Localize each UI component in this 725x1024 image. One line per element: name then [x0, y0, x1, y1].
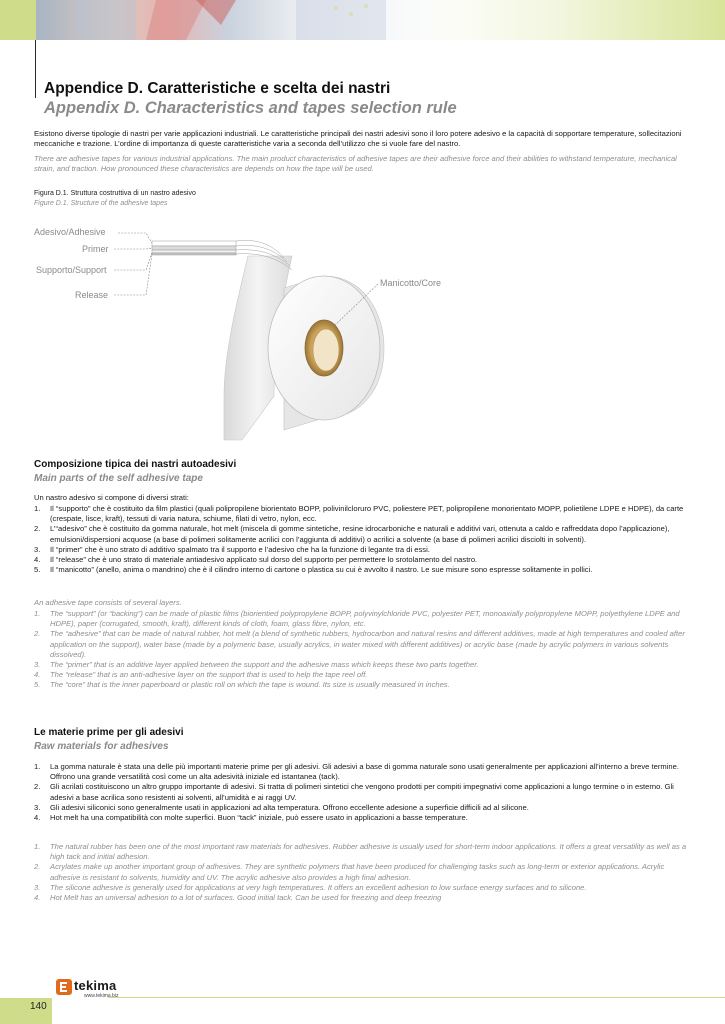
logo-mark-icon: [56, 979, 72, 995]
list-item-number: 2.: [34, 862, 41, 872]
list-item-text: Il “supporto” che è costituito da film plastici (quali polipropilene biorientato BOPP, polivinilcloruro PVC, poliestere PET, polipropilene monorientato MOPP, polietilene LDPE e HDPE), da carte (crespate, lisce, kraft), tessuti di varia natura, schiume, filati di vetro, nylon, ecc.: [50, 504, 684, 524]
list-item-text: L’“adesivo” che è costituito da gomma naturale, hot melt (miscela di gomme sintetiche, resine idrocarboniche e naturali e additivi vari, ottenuta a caldo e raffreddata dopo l’applicazione), emulsioni/dispersioni acquose (a base di polimeri solitamente acrilici con l’aggiunta di additivi) o acrilici a solvente (a base di polimeri acrilici disciolti in solventi).: [50, 524, 670, 544]
list-item-number: 4.: [34, 555, 41, 565]
list-item-text: The “core” that is the inner paperboard or plastic roll on which the tape is wound. Its size is usually measured in inches.: [50, 680, 450, 690]
list-item: [34, 680, 696, 690]
list-item-text: Il “primer” che è uno strato di additivo spalmato tra il supporto e l’adesivo che ha la funzione di legante tra di essi.: [50, 544, 430, 554]
list-item: [34, 555, 696, 565]
flags-illustration: [36, 0, 466, 40]
section2-list-english: [34, 842, 696, 903]
list-item-text: The “primer” that is an additive layer applied between the support and the adhesive mass which keeps these two parts together.: [50, 660, 479, 670]
list-item-number: 4.: [34, 893, 41, 903]
list-item-number: 2.: [34, 629, 41, 639]
figure-caption-english: Figure D.1. Structure of the adhesive tapes: [34, 200, 168, 207]
list-item-number: 3.: [34, 544, 41, 554]
list-item-text: The “release” that is an anti-adhesive layer on the support that is used to help the tape reel off.: [50, 670, 368, 680]
tape-layers: [152, 241, 236, 255]
list-item-number: 2.: [34, 524, 41, 534]
tekima-logo: [56, 978, 136, 1000]
list-item-text: La gomma naturale è stata una delle più importanti materie prime per gli adesivi. Gli adesivi a base di gomma naturale sono usati generalmente per applicazioni all’interno a breve termine. Offrono una grande versatilità così come un alta adesività iniziale ed istantanea (tack).: [50, 762, 679, 782]
list-item: [34, 524, 696, 544]
tape-structure-diagram: [34, 218, 474, 454]
list-item-number: 1.: [34, 504, 41, 513]
list-item-number: 1.: [34, 762, 41, 771]
label-release: Release: [75, 290, 109, 300]
banner-fade: [420, 0, 725, 40]
list-item-number: 3.: [34, 882, 41, 892]
list-item-number: 2.: [34, 782, 41, 792]
label-adhesive: Adesivo/Adhesive: [34, 227, 106, 237]
list-item-text: The natural rubber has been one of the most important raw materials for adhesives. Rubber adhesive is usually used for short-term indoor applications. It offers a great versatility as well as a high tack and initial adhesion.: [50, 842, 687, 862]
list-item-number: 1.: [34, 842, 41, 851]
list-item: [34, 782, 696, 802]
list-item-number: 3.: [34, 802, 41, 812]
list-item: [34, 670, 696, 680]
list-item-number: 4.: [34, 670, 41, 680]
label-primer: Primer: [82, 244, 109, 254]
list-item: [34, 629, 696, 660]
primer-leader: [114, 248, 152, 249]
support-leader: [114, 252, 152, 270]
list-item: [34, 545, 696, 555]
list-item: [34, 504, 696, 524]
list-item: [34, 762, 696, 782]
list-item-number: 4.: [34, 813, 41, 823]
list-item-text: Il “release” che è uno strato di materiale antiadesivo applicato sul dorso del supporto per permettere lo srotolamento del nastro.: [50, 555, 478, 565]
section2-list-italian: [34, 762, 696, 823]
section1-list-italian: [34, 504, 696, 575]
section1-intro-italian: Un nastro adesivo si compone di diversi strati:: [34, 493, 189, 502]
release-leader: [114, 254, 152, 295]
list-item: [34, 862, 696, 882]
tape-core-hole: [313, 329, 339, 371]
page-number: 140: [30, 1001, 47, 1012]
adhesive-leader: [118, 233, 152, 243]
section1-intro-english: An adhesive tape consists of several layers.: [34, 598, 182, 607]
list-item-text: The “support” (or “backing”) can be made of plastic films (biorientied polypropylene BOPP, polyvinylchloride PVC, polyester PET, monoaxially polypropylene MOPP, polyethylene LDPE and HDPE), paper (corrugated, smooth, kraft), different kinds of cloth, foam, glass fibre, nylon, etc.: [50, 609, 680, 629]
list-item-text: Il “manicotto” (anello, anima o mandrino) che è il cilindro interno di cartone o plastica su cui è avvolto il nastro. Le sue misure sono espresse solitamente in pollici.: [50, 565, 593, 575]
list-item-number: 5.: [34, 680, 41, 690]
list-item-text: Gli acrilati costituiscono un altro gruppo importante di adesivi. Si tratta di polimeri sintetici che vengono prodotti per compiti impegnativi come applicazioni a lungo termine o in esterno. Gli adesivi a base acrilica sono resistenti ai solventi, all’umidità e ai raggi UV.: [50, 782, 674, 802]
header-vertical-rule: [35, 40, 36, 98]
figure-caption-italian: Figura D.1. Struttura costruttiva di un nastro adesivo: [34, 190, 196, 197]
list-item-text: Gli adesivi siliconici sono generalmente usati in applicazioni ad alta temperatura. Offrono eccellente adesione a superficie difficili ad al silicone.: [50, 802, 529, 812]
logo-wordmark: tekima: [74, 978, 117, 993]
section1-title-english: Main parts of the self adhesive tape: [34, 473, 203, 484]
list-item-number: 1.: [34, 609, 41, 618]
list-item: [34, 803, 696, 813]
list-item-number: 3.: [34, 660, 41, 670]
list-item-number: 5.: [34, 565, 41, 575]
list-item-text: Acrylates make up another important group of adhesives. They are synthetic polymers that have been produced for challenging tasks such as long-term or exterior applications. Acrylic adhesive is resistant to solvents, humidity and UV. The acrylic adhesive also provides a high final adhesion.: [50, 862, 665, 882]
list-item: [34, 813, 696, 823]
label-support: Supporto/Support: [36, 265, 107, 275]
list-item-text: The silicone adhesive is generally used for applications at very high temperatures. It offers an excellent adhesion to low surface energy surfaces and to silicone.: [50, 882, 587, 892]
intro-paragraph-italian: Esistono diverse tipologie di nastri per varie applicazioni industriali. Le caratteristiche principali dei nastri adesivi sono il loro potere adesivo e la capacità di sopportare temperature, sollecitazioni meccaniche e trazione. L’ordine di importanza di queste caratteristiche varia a seconda dell’utilizzo che si vuole fare del nastro.: [34, 129, 682, 149]
intro-paragraph-english: There are adhesive tapes for various industrial applications. The main product characteristics of adhesive tapes are their adhesive force and their abilities to withstand temperature, mechanical strain, and traction. How pronounced these characteristics are depends on how the tape will be used.: [34, 154, 677, 174]
list-item: [34, 660, 696, 670]
logo-url: www.tekima.biz: [84, 993, 119, 999]
list-item: [34, 609, 696, 629]
page-title-italian: Appendice D. Caratteristiche e scelta dei nastri: [44, 80, 391, 97]
section1-title-italian: Composizione tipica dei nastri autoadesivi: [34, 459, 237, 470]
page-title-english: Appendix D. Characteristics and tapes selection rule: [44, 99, 457, 117]
header-banner: [0, 0, 725, 40]
label-core: Manicotto/Core: [380, 278, 442, 288]
list-item: [34, 893, 696, 903]
section1-list-english: [34, 609, 696, 691]
banner-accent: [0, 0, 36, 40]
flags-banner-image: [36, 0, 466, 40]
list-item: [34, 565, 696, 575]
list-item: [34, 842, 696, 862]
list-item-text: Hot melt ha una compatibilità con molte superfici. Buon “tack” iniziale, può essere usato in applicazioni a basse temperature.: [50, 813, 468, 823]
section2-title-english: Raw materials for adhesives: [34, 741, 169, 752]
list-item-text: The “adhesive” that can be made of natural rubber, hot melt (a blend of synthetic rubbers, hydrocarbon and natural resins and different additives, made at high temperatures and cooled after application on the support), water base (made by a polymeric base, usually acrylics, in water mixed with different additives) or acrylic base (made by acrylic polymers in various solvents dissolved).: [50, 629, 685, 659]
list-item: [34, 883, 696, 893]
footer-rule: [108, 997, 725, 998]
list-item-text: Hot Melt has an universal adhesion to a lot of surfaces. Good initial tack. Can be used for freezing and deep freezing: [50, 893, 442, 903]
section2-title-italian: Le materie prime per gli adesivi: [34, 727, 184, 738]
